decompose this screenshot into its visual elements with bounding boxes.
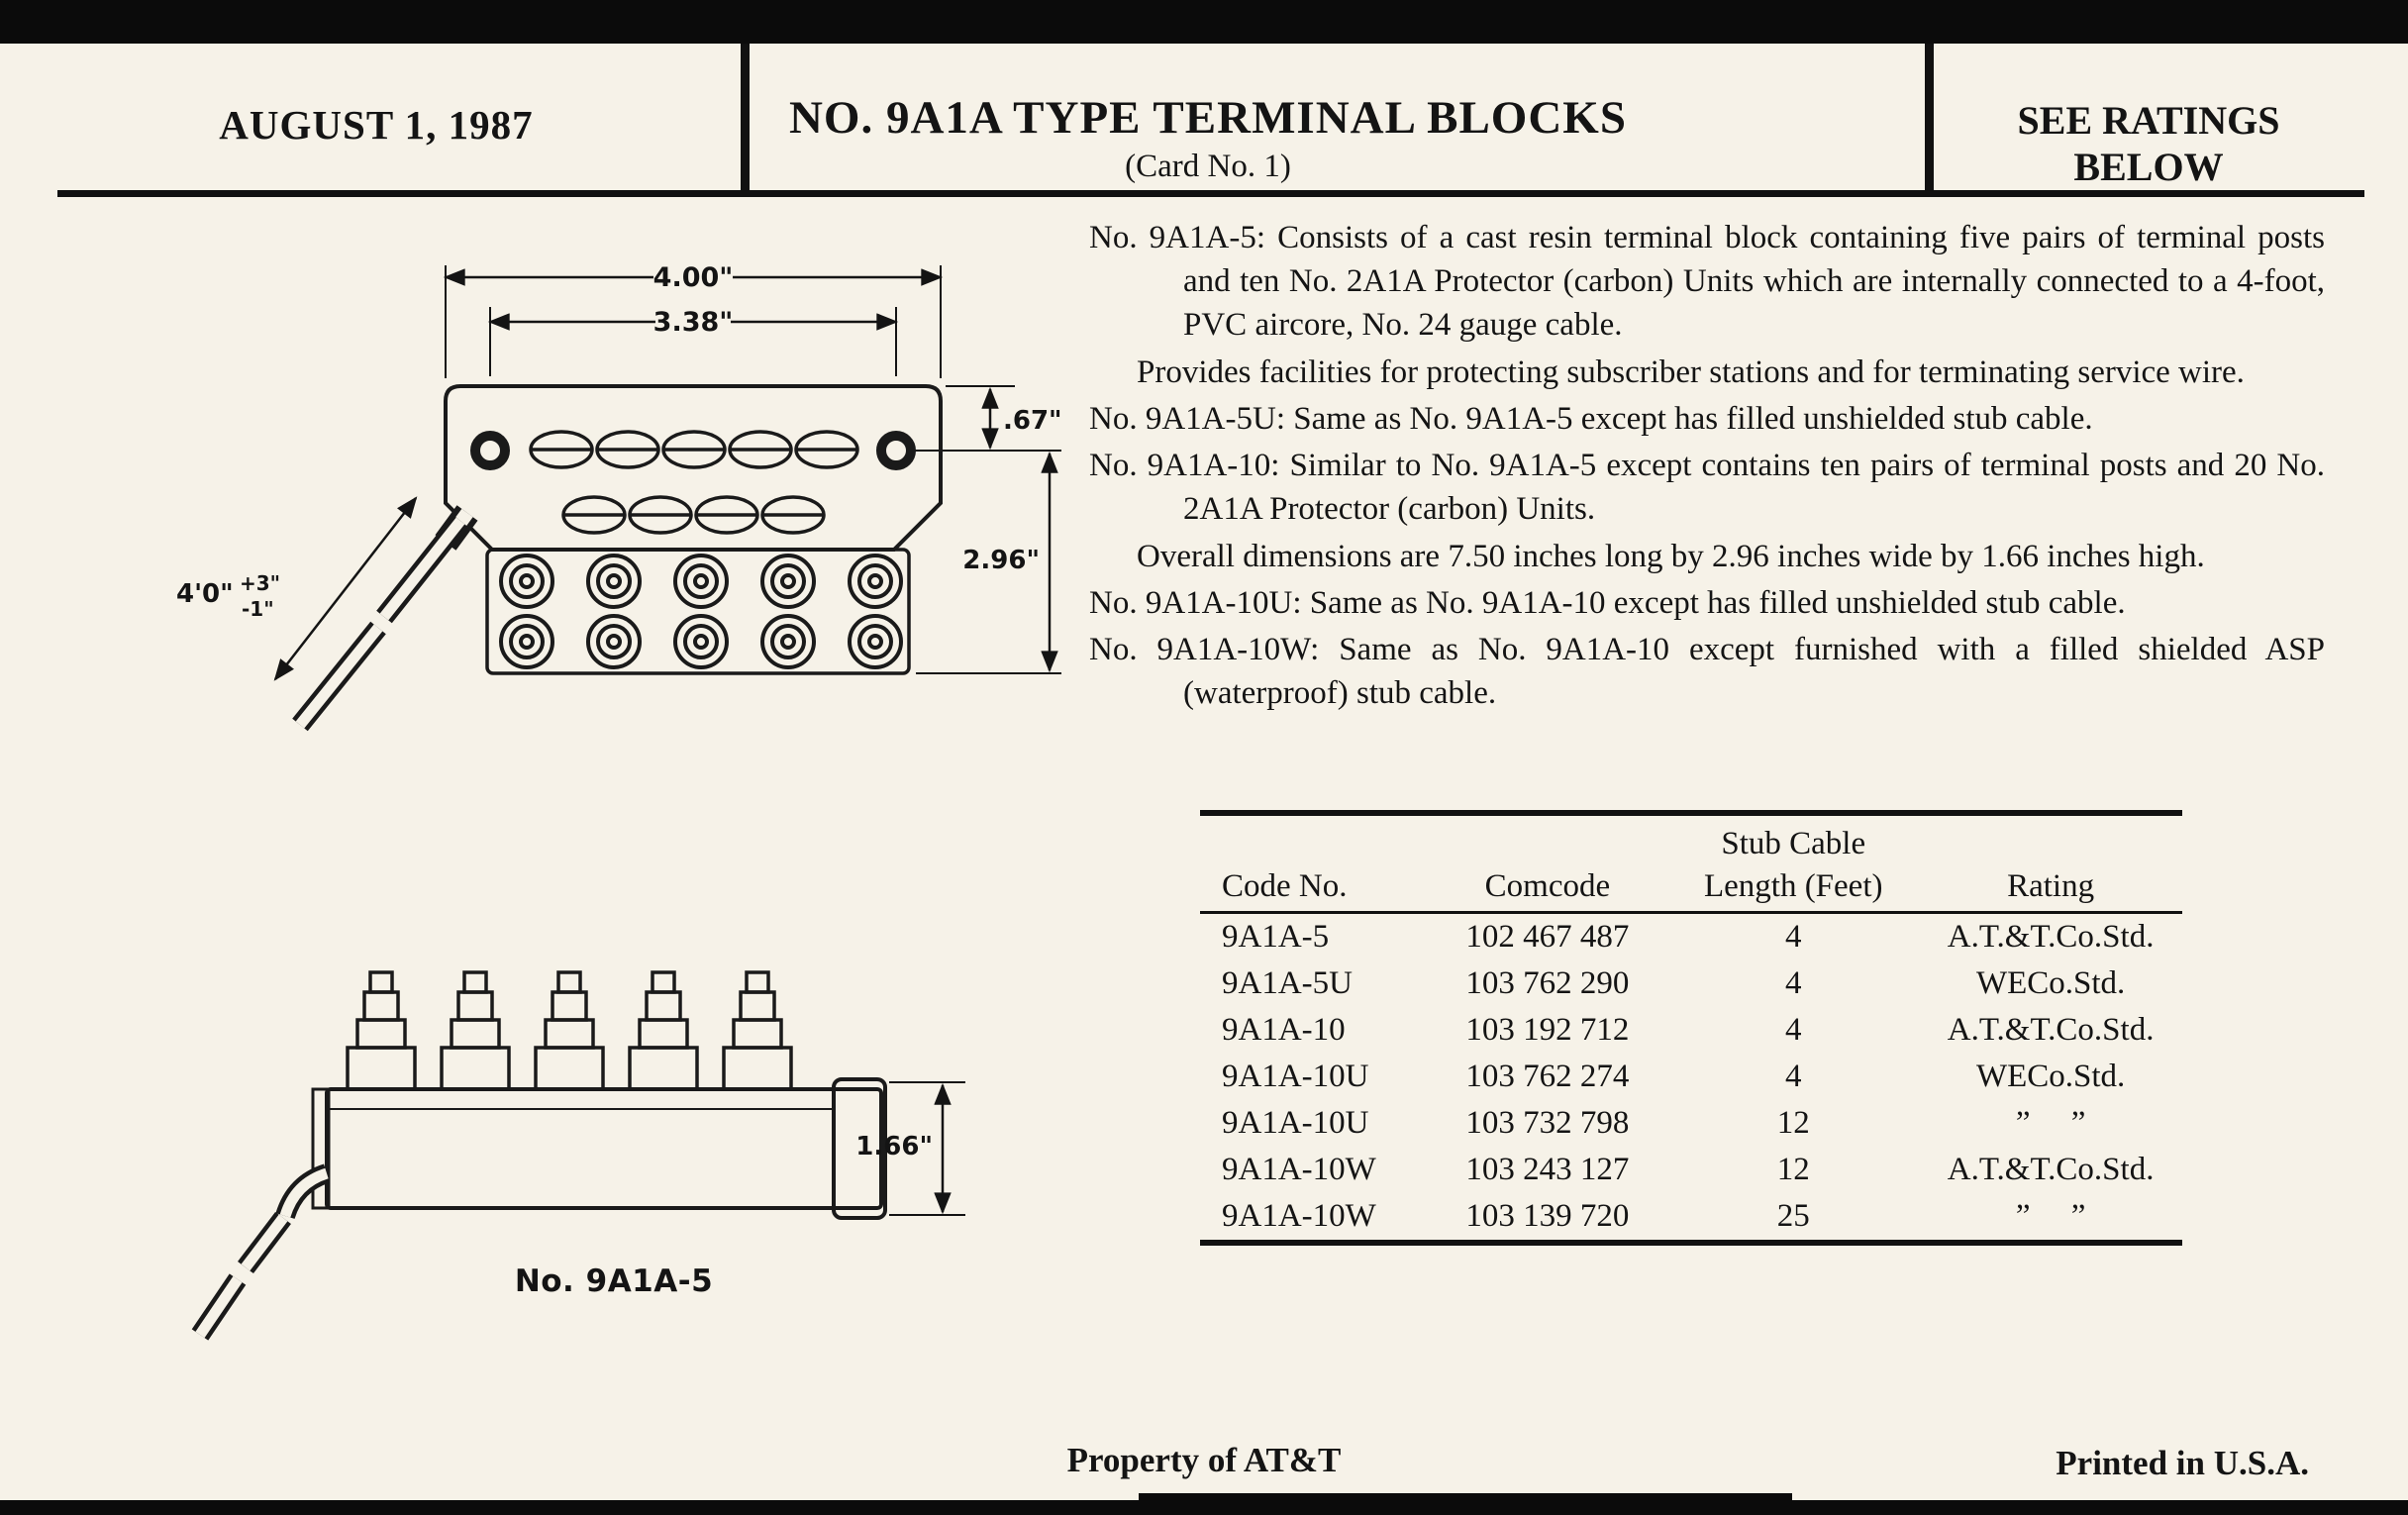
extension-lines: [446, 265, 1061, 673]
table-header-row: [1200, 865, 2182, 913]
table-cell: 9A1A-10U: [1222, 1059, 1369, 1094]
table-cell: 9A1A-10: [1222, 1012, 1346, 1048]
table-row: [1200, 1147, 2182, 1193]
table-cell: A.T.&T.Co.Std.: [1947, 1012, 2155, 1048]
terminal-screws-row1: [531, 432, 857, 467]
table-cell: 4: [1784, 1012, 1802, 1048]
terminal-screws-row2: [563, 497, 824, 533]
ratings-note-line1: SEE RATINGS: [2017, 98, 2280, 143]
table-cell: 103 732 798: [1465, 1105, 1630, 1141]
table-group-header-row: [1200, 813, 2182, 865]
table-row: [1200, 913, 2182, 961]
table-cell: 25: [1776, 1198, 1810, 1234]
table-row: [1200, 1007, 2182, 1054]
footer-property-notice: Property of AT&T: [1066, 1441, 1342, 1479]
table-cell: 102 467 487: [1465, 919, 1630, 955]
table-cell: 9A1A-5U: [1222, 965, 1353, 1001]
description-note: Overall dimensions are 7.50 inches long by 2.96 inches wide by 1.66 inches high.: [1137, 538, 2205, 574]
description-entry: No. 9A1A-10: Similar to No. 9A1A-5 except contains ten pairs of terminal posts and 20 No. 2A1A Protector (carbon) Units.: [1089, 448, 2325, 528]
table-cell: 12: [1776, 1152, 1810, 1187]
footer-printed-notice: Printed in U.S.A.: [2056, 1444, 2309, 1482]
table-cell: A.T.&T.Co.Std.: [1947, 1152, 2155, 1187]
table-cell: 9A1A-10W: [1222, 1198, 1376, 1234]
description-note: Provides facilities for protecting subscriber stations and for terminating service wire.: [1137, 354, 2245, 390]
side-stub-cable: [200, 1173, 327, 1335]
table-cell: 103 762 274: [1465, 1059, 1630, 1094]
col-header-rating: Rating: [1919, 865, 2182, 913]
doc-subtitle: (Card No. 1): [1125, 149, 1291, 184]
stub-cable: [300, 513, 467, 725]
table-row: [1200, 960, 2182, 1007]
dim-label-depth: 2.96": [962, 546, 1040, 575]
table-cell: 4: [1784, 1059, 1802, 1094]
dim-label-outer-width: 4.00": [652, 262, 734, 293]
table-row: [1200, 1054, 2182, 1100]
table-cell: WECo.Std.: [1975, 965, 2126, 1001]
doc-title: NO. 9A1A TYPE TERMINAL BLOCKS: [788, 92, 1627, 144]
table-group-header: Stub Cable: [1721, 826, 1866, 861]
table-cell: 4: [1784, 965, 1802, 1001]
table-cell: 103 192 712: [1465, 1012, 1630, 1048]
dim-label-cable-tol-plus: +3": [240, 571, 281, 595]
dim-label-cable-tol-minus: -1": [242, 597, 274, 621]
drawing-caption: No. 9A1A-5: [514, 1263, 714, 1299]
header-date: AUGUST 1, 1987: [219, 102, 534, 148]
header-divider-right: [1925, 44, 1934, 194]
col-header-comcode: Comcode: [1428, 865, 1668, 913]
dim-label-offset: .67": [1003, 406, 1062, 436]
description-entry: No. 9A1A-10W: Same as No. 9A1A-10 except furnished with a filled shielded ASP (waterproof) stub cable.: [1089, 631, 2325, 712]
scan-edge-top: [0, 0, 2408, 44]
table-cell: 103 243 127: [1465, 1152, 1630, 1187]
table-cell: 9A1A-5: [1222, 919, 1330, 955]
ratings-note-line2: BELOW: [2073, 145, 2224, 190]
description-entry: No. 9A1A-5U: Same as No. 9A1A-5 except has filled unshielded stub cable.: [1089, 400, 2093, 437]
description-entry: No. 9A1A-5: Consists of a cast resin terminal block containing five pairs of terminal posts and ten No. 2A1A Protector (carbon) Units which are internally connected to a 4-foot, PVC aircore, No. 24 gauge cable.: [1089, 220, 2325, 344]
header-divider-left: [741, 44, 750, 194]
side-view-drawing: [178, 941, 990, 1366]
table-row: [1200, 1100, 2182, 1147]
table-row: [1200, 1193, 2182, 1243]
scan-edge-bottom-center: [1139, 1493, 1792, 1515]
ratings-table: [1200, 810, 2182, 1246]
table-cell: 12: [1776, 1105, 1810, 1141]
table-cell: ” ”: [2015, 1105, 2086, 1141]
table-cell: ” ”: [2015, 1198, 2086, 1234]
col-header-length: Length (Feet): [1667, 865, 1919, 913]
table-cell: 9A1A-10U: [1222, 1105, 1369, 1141]
binding-posts: [348, 972, 791, 1089]
col-header-code: Code No.: [1200, 865, 1428, 913]
table-cell: 4: [1784, 919, 1802, 955]
description-entry: No. 9A1A-10U: Same as No. 9A1A-10 except has filled unshielded stub cable.: [1089, 584, 2126, 621]
protector-nuts: [501, 556, 901, 667]
dim-label-height: 1.66": [855, 1132, 933, 1162]
top-view-drawing: [119, 208, 1069, 842]
side-body-outline: [327, 1089, 881, 1208]
dim-label-cable-length: 4'0": [176, 579, 234, 609]
header-rule: [57, 190, 2364, 197]
dim-label-inner-width: 3.38": [652, 307, 734, 338]
table-cell: A.T.&T.Co.Std.: [1947, 919, 2155, 955]
table-cell: 103 139 720: [1465, 1198, 1630, 1234]
table-cell: WECo.Std.: [1975, 1059, 2126, 1094]
table-cell: 9A1A-10W: [1222, 1152, 1376, 1187]
table-cell: 103 762 290: [1465, 965, 1630, 1001]
ratings-note: [1941, 97, 2357, 190]
description-block: [1089, 216, 2325, 718]
